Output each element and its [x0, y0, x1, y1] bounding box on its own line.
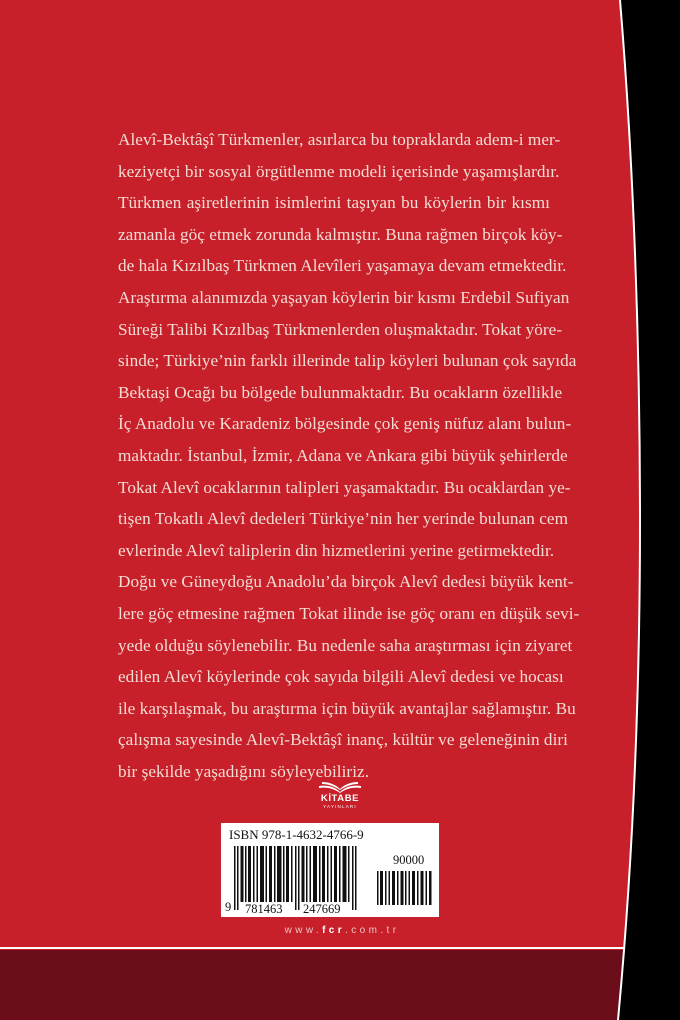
blurb-line: Alevî-Bektâşî Türkmenler, asırlarca bu topraklarda adem-i mer- — [118, 130, 561, 149]
blurb-line: ile karşılaşmak, bu araştırma için büyük avantajlar sağlamıştır. Bu — [118, 698, 576, 718]
blurb-line: sinde; Türkiye’nin farklı illerinde talip köyleri bulunan çok sayıda — [118, 351, 577, 371]
barcode-lead-digit: 9 — [225, 900, 232, 914]
blurb-line: evlerinde Alevî taliplerin din hizmetlerini yerine getirmektedir. — [118, 540, 555, 560]
blurb-line: Türkmen aşiretlerinin isimlerini taşıyan bu köylerin bir kısmı — [118, 193, 550, 213]
blurb-line: İç Anadolu ve Karadeniz bölgesinde çok geniş nüfuz alanı bulun- — [118, 414, 572, 434]
blurb-line: Araştırma alanımızda yaşayan köylerin bir kısmı Erdebil Sufiyan — [118, 287, 570, 307]
bottom-band — [0, 950, 680, 1020]
blurb-line: Tokat Alevî ocaklarının talipleri yaşamaktadır. Bu ocaklardan ye- — [118, 477, 571, 497]
blurb-line: de hala Kızılbaş Türkmen Alevîleri yaşamaya devam etmektedir. — [118, 256, 567, 276]
blurb-line: lere göç etmesine rağmen Tokat ilinde ise göç oranı en düşük sevi- — [118, 603, 580, 623]
open-book-icon — [318, 780, 362, 794]
blurb-line: Bektaşi Ocağı bu bölgede bulunmaktadır. Bu ocakların özellikle — [118, 382, 563, 402]
blurb-line: edilen Alevî köylerinde çok sayıda bilgili Alevî dedesi ve hocası — [118, 667, 564, 687]
website-prefix: www. — [284, 925, 323, 936]
addon-bars — [377, 871, 433, 905]
publisher-logo — [312, 780, 368, 816]
blurb-line: yede olduğu söylenebilir. Bu nedenle saha araştırması için ziyaret — [118, 635, 573, 655]
blurb-line: Doğu ve Güneydoğu Anadolu’da birçok Alevî dedesi büyük kent- — [118, 572, 574, 592]
publisher-website[interactable] — [262, 925, 422, 936]
website-brand: fcr — [322, 925, 346, 936]
blurb-line: bir şekilde yaşadığını söyleyebiliriz. — [118, 761, 370, 781]
blurb-line: zamanla göç etmek zorunda kalmıştır. Buna rağmen birçok köy- — [118, 224, 563, 244]
price-addon-code: 90000 — [393, 853, 425, 867]
website-suffix: .com.tr — [345, 925, 400, 936]
barcode-left-group: 781463 — [245, 902, 283, 916]
barcode-right-group: 247669 — [303, 902, 341, 916]
publisher-name: KİTABE — [320, 793, 360, 804]
blurb-line: keziyetçi bir sosyal örgütlenme modeli içerisinde yaşamışlardır. — [118, 161, 560, 181]
back-cover-blurb — [118, 124, 580, 787]
blurb-line: çalışma sayesinde Alevî-Bektâşî inanç, kültür ve geleneğinin diri — [118, 730, 568, 750]
blurb-line: maktadır. İstanbul, İzmir, Adana ve Ankara gibi büyük şehirlerde — [118, 445, 568, 465]
isbn-label: ISBN 978-1-4632-4766-9 — [229, 827, 364, 842]
isbn-barcode — [221, 823, 439, 917]
blurb-line: tişen Tokatlı Alevî dedeleri Türkiye’nin her yerinde bulunan cem — [118, 509, 569, 529]
ean13-bars — [234, 846, 364, 910]
publisher-subtitle: YAYINLARI — [323, 804, 357, 809]
blurb-line: Süreği Talibi Kızılbaş Türkmenlerden oluşmaktadır. Tokat yöre- — [118, 319, 563, 339]
